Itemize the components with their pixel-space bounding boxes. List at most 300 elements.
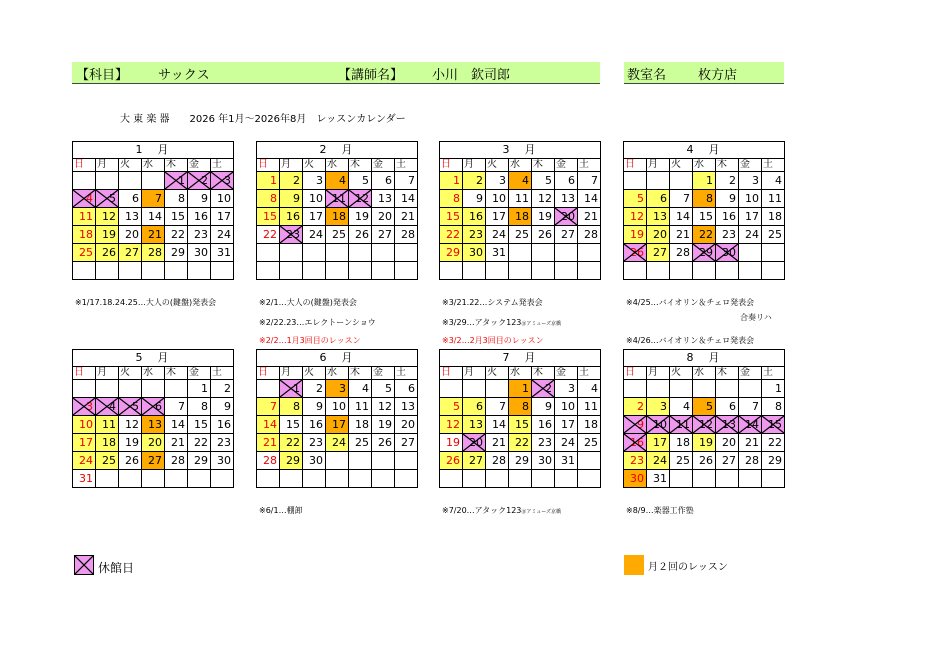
lesson-day-cell — [96, 434, 119, 452]
day-cell — [555, 452, 578, 470]
day-number: 18 — [676, 436, 690, 449]
weekday-header: 月 — [647, 159, 670, 172]
day-number — [323, 472, 325, 485]
day-number: 10 — [309, 192, 323, 205]
day-number — [460, 264, 462, 277]
day-cell — [211, 452, 234, 470]
day-cell — [372, 190, 395, 208]
weekday-header: 火 — [486, 367, 509, 380]
day-cell — [716, 380, 739, 398]
closed-day-cell — [188, 172, 211, 190]
day-number: 5 — [132, 400, 139, 413]
day-number: 6 — [568, 174, 575, 187]
lesson-day-cell — [257, 172, 280, 190]
month-calendar — [72, 349, 234, 488]
day-number: 26 — [538, 228, 552, 241]
week-row — [257, 262, 418, 280]
week-row — [257, 452, 418, 470]
closed-day-cell — [647, 416, 670, 434]
lesson-day-cell — [463, 452, 486, 470]
day-cell — [73, 470, 96, 488]
day-number — [323, 246, 325, 259]
weekday-header: 土 — [211, 367, 234, 380]
day-number: 23 — [630, 454, 644, 467]
day-cell — [349, 380, 372, 398]
day-number: 24 — [79, 454, 93, 467]
day-number: 25 — [768, 228, 782, 241]
day-number: 22 — [263, 228, 277, 241]
day-number: 11 — [332, 192, 346, 205]
day-number — [690, 174, 692, 187]
closed-day-cell — [119, 398, 142, 416]
day-number — [208, 264, 210, 277]
day-number: 3 — [568, 382, 575, 395]
closed-day-cell — [762, 416, 785, 434]
day-number — [346, 246, 348, 259]
cross-icon — [716, 416, 738, 433]
day-cell — [372, 470, 395, 488]
day-number: 22 — [768, 436, 782, 449]
day-number: 17 — [332, 418, 346, 431]
day-number: 17 — [492, 210, 506, 223]
weekday-header: 水 — [326, 159, 349, 172]
day-cell — [624, 380, 647, 398]
day-number: 12 — [630, 210, 644, 223]
cross-icon — [211, 172, 233, 189]
day-cell — [509, 452, 532, 470]
day-cell — [211, 398, 234, 416]
day-number: 15 — [446, 210, 460, 223]
day-cell — [693, 470, 716, 488]
day-cell — [188, 470, 211, 488]
lesson-day-cell — [440, 226, 463, 244]
day-number: 25 — [79, 246, 93, 259]
day-cell — [739, 470, 762, 488]
day-number — [667, 264, 669, 277]
day-number: 8 — [270, 192, 277, 205]
teacher-value: 小川 欽司郎 — [432, 68, 511, 83]
day-cell — [257, 244, 280, 262]
day-number: 28 — [171, 454, 185, 467]
lesson-day-cell — [463, 398, 486, 416]
day-number — [690, 472, 692, 485]
week-row — [624, 380, 785, 398]
lesson-day-cell — [96, 416, 119, 434]
day-number — [392, 454, 394, 467]
day-number: 22 — [446, 228, 460, 241]
day-cell — [716, 470, 739, 488]
lesson-day-cell — [647, 226, 670, 244]
day-number: 5 — [109, 192, 116, 205]
day-cell — [73, 262, 96, 280]
day-cell — [532, 172, 555, 190]
day-number: 13 — [125, 210, 139, 223]
day-number — [644, 264, 646, 277]
week-row — [624, 416, 785, 434]
day-number — [529, 246, 531, 259]
week-row — [440, 172, 601, 190]
day-number: 15 — [699, 210, 713, 223]
day-number — [93, 382, 95, 395]
day-number: 18 — [355, 418, 369, 431]
lesson-day-cell — [693, 172, 716, 190]
weekday-header: 月 — [96, 367, 119, 380]
day-number: 30 — [217, 454, 231, 467]
day-cell — [119, 226, 142, 244]
lesson-day-cell — [647, 398, 670, 416]
day-number — [139, 472, 141, 485]
day-number — [598, 454, 600, 467]
day-number — [483, 382, 485, 395]
day-cell — [395, 262, 418, 280]
day-cell — [578, 172, 601, 190]
cross-icon — [119, 398, 141, 415]
day-number: 30 — [469, 246, 483, 259]
day-number: 23 — [469, 228, 483, 241]
day-cell — [303, 380, 326, 398]
day-number: 22 — [171, 228, 185, 241]
day-number: 3 — [339, 382, 346, 395]
day-number: 13 — [378, 192, 392, 205]
lesson-day-cell — [624, 398, 647, 416]
day-cell — [532, 226, 555, 244]
weekday-header: 土 — [211, 159, 234, 172]
lesson-day-cell — [257, 416, 280, 434]
day-number: 2 — [293, 174, 300, 187]
weekday-header: 日 — [257, 159, 280, 172]
day-number — [185, 382, 187, 395]
day-number — [369, 246, 371, 259]
day-cell — [486, 380, 509, 398]
closed-day-cell — [211, 172, 234, 190]
weekday-header: 火 — [119, 367, 142, 380]
day-number: 7 — [752, 400, 759, 413]
lesson-day-cell — [119, 244, 142, 262]
day-number — [713, 472, 715, 485]
lesson-day-cell — [463, 208, 486, 226]
day-number: 8 — [522, 400, 529, 413]
lesson-day-cell — [142, 190, 165, 208]
day-number — [460, 382, 462, 395]
day-cell — [532, 190, 555, 208]
day-cell — [372, 244, 395, 262]
day-cell — [670, 470, 693, 488]
day-cell — [486, 226, 509, 244]
day-number: 9 — [729, 192, 736, 205]
lesson-day-cell — [257, 434, 280, 452]
day-cell — [303, 226, 326, 244]
day-number — [690, 264, 692, 277]
day-number: 26 — [378, 436, 392, 449]
note-mar-2 — [442, 317, 561, 328]
lesson-day-cell — [142, 452, 165, 470]
day-cell — [716, 262, 739, 280]
day-cell — [372, 172, 395, 190]
day-number: 9 — [293, 192, 300, 205]
day-number: 21 — [148, 228, 162, 241]
day-cell — [670, 208, 693, 226]
day-number: 14 — [171, 418, 185, 431]
day-number — [162, 382, 164, 395]
note-mar-2-main: ※3/29…アタック123 — [442, 318, 522, 327]
day-number: 24 — [745, 228, 759, 241]
day-cell — [188, 416, 211, 434]
day-number — [759, 264, 761, 277]
day-cell — [165, 208, 188, 226]
week-row — [440, 262, 601, 280]
week-row — [624, 398, 785, 416]
day-number: 29 — [286, 454, 300, 467]
weekday-header: 水 — [693, 367, 716, 380]
day-number — [713, 264, 715, 277]
day-number: 6 — [408, 382, 415, 395]
week-row — [624, 470, 785, 488]
day-cell — [188, 226, 211, 244]
day-number — [116, 264, 118, 277]
day-number: 15 — [171, 210, 185, 223]
week-row — [257, 416, 418, 434]
day-number: 12 — [125, 418, 139, 431]
day-number: 15 — [194, 418, 208, 431]
day-number — [277, 472, 279, 485]
day-number — [116, 382, 118, 395]
day-cell — [440, 470, 463, 488]
weekday-header: 木 — [716, 367, 739, 380]
day-number: 17 — [653, 436, 667, 449]
weekday-header: 日 — [440, 159, 463, 172]
day-number: 10 — [653, 418, 667, 431]
day-cell — [372, 434, 395, 452]
page-subtitle: 大 東 楽 器 2026 年1月～2026年8月 レッスンカレンダー — [120, 114, 406, 125]
day-number — [667, 382, 669, 395]
lesson-day-cell — [440, 172, 463, 190]
day-number: 29 — [171, 246, 185, 259]
week-row — [624, 172, 785, 190]
day-number — [598, 264, 600, 277]
day-cell — [96, 172, 119, 190]
weekday-header: 木 — [532, 367, 555, 380]
day-number: 4 — [362, 382, 369, 395]
day-number: 24 — [653, 454, 667, 467]
header-bar-left — [72, 62, 600, 84]
day-cell — [440, 380, 463, 398]
day-cell — [326, 244, 349, 262]
day-cell — [716, 398, 739, 416]
lesson-day-cell — [509, 208, 532, 226]
week-row — [73, 208, 234, 226]
weekday-header: 火 — [303, 367, 326, 380]
weekday-header: 金 — [739, 367, 762, 380]
day-number — [759, 246, 761, 259]
day-cell — [119, 470, 142, 488]
closed-day-cell — [624, 416, 647, 434]
day-cell — [188, 452, 211, 470]
day-number: 20 — [378, 210, 392, 223]
week-row — [257, 226, 418, 244]
day-number — [369, 264, 371, 277]
week-row — [440, 452, 601, 470]
week-row — [624, 226, 785, 244]
day-cell — [578, 262, 601, 280]
day-number: 4 — [339, 174, 346, 187]
day-number: 31 — [561, 454, 575, 467]
day-number — [575, 246, 577, 259]
day-number: 10 — [561, 400, 575, 413]
day-number: 5 — [637, 192, 644, 205]
day-number — [506, 382, 508, 395]
lesson-day-cell — [73, 208, 96, 226]
note-apr-1: ※4/25…バイオリン＆チェロ発表会 — [626, 298, 755, 307]
day-number — [346, 454, 348, 467]
day-number: 12 — [699, 418, 713, 431]
teacher-label: 【講師名】 — [338, 68, 404, 83]
weekday-header: 日 — [73, 159, 96, 172]
weekday-header: 木 — [349, 367, 372, 380]
day-number: 5 — [453, 400, 460, 413]
day-cell — [555, 244, 578, 262]
day-cell — [716, 208, 739, 226]
day-number: 3 — [752, 174, 759, 187]
day-number: 9 — [545, 400, 552, 413]
note-feb-2: ※2/22.23…エレクトーンショウ — [259, 318, 376, 327]
weekday-header: 金 — [555, 367, 578, 380]
month-title: 4 月 — [624, 142, 785, 159]
closed-day-cell — [96, 398, 119, 416]
day-cell — [555, 470, 578, 488]
day-number: 27 — [561, 228, 575, 241]
day-number: 28 — [492, 454, 506, 467]
day-number: 9 — [476, 192, 483, 205]
day-number: 17 — [561, 418, 575, 431]
lesson-day-cell — [280, 190, 303, 208]
week-row — [73, 452, 234, 470]
day-cell — [211, 208, 234, 226]
day-cell — [670, 226, 693, 244]
day-cell — [463, 262, 486, 280]
day-number — [392, 264, 394, 277]
day-number: 3 — [660, 400, 667, 413]
week-row — [440, 244, 601, 262]
weekday-header: 水 — [693, 159, 716, 172]
month-title: 2 月 — [257, 142, 418, 159]
day-number — [116, 174, 118, 187]
day-cell — [188, 398, 211, 416]
lesson-day-cell — [96, 226, 119, 244]
day-number — [736, 472, 738, 485]
day-number: 8 — [178, 192, 185, 205]
day-number: 21 — [401, 210, 415, 223]
cross-icon — [739, 416, 761, 433]
day-number: 23 — [217, 436, 231, 449]
day-number: 6 — [385, 174, 392, 187]
lesson-day-cell — [693, 190, 716, 208]
lesson-day-cell — [647, 434, 670, 452]
month-title: 8 月 — [624, 350, 785, 367]
month-title: 6 月 — [257, 350, 418, 367]
day-number: 10 — [79, 418, 93, 431]
day-number: 11 — [768, 192, 782, 205]
day-number: 3 — [224, 174, 231, 187]
day-cell — [303, 190, 326, 208]
day-cell — [257, 226, 280, 244]
day-cell — [693, 380, 716, 398]
day-cell — [555, 398, 578, 416]
day-cell — [372, 416, 395, 434]
lesson-day-cell — [647, 208, 670, 226]
closed-day-cell — [693, 244, 716, 262]
day-cell — [73, 380, 96, 398]
day-number — [162, 264, 164, 277]
day-number: 7 — [270, 400, 277, 413]
day-cell — [670, 244, 693, 262]
closed-day-cell — [280, 226, 303, 244]
day-cell — [142, 172, 165, 190]
day-number: 19 — [378, 418, 392, 431]
weekday-header: 火 — [486, 159, 509, 172]
day-cell — [739, 452, 762, 470]
weekday-header: 月 — [280, 159, 303, 172]
day-cell — [119, 190, 142, 208]
day-number: 13 — [561, 192, 575, 205]
day-cell — [693, 452, 716, 470]
week-row — [73, 416, 234, 434]
day-cell — [463, 380, 486, 398]
day-number — [392, 246, 394, 259]
week-row — [440, 190, 601, 208]
week-row — [624, 434, 785, 452]
day-cell — [280, 416, 303, 434]
cross-icon — [624, 416, 646, 433]
day-number: 20 — [561, 210, 575, 223]
day-number: 11 — [355, 400, 369, 413]
lesson-day-cell — [257, 190, 280, 208]
day-number: 22 — [286, 436, 300, 449]
weekday-header: 金 — [739, 159, 762, 172]
day-number: 28 — [401, 228, 415, 241]
day-number — [506, 264, 508, 277]
day-cell — [578, 244, 601, 262]
day-number: 8 — [453, 192, 460, 205]
day-number: 18 — [102, 436, 116, 449]
week-row — [73, 226, 234, 244]
day-cell — [555, 380, 578, 398]
day-number: 12 — [378, 400, 392, 413]
lesson-day-cell — [647, 452, 670, 470]
day-number: 17 — [745, 210, 759, 223]
weekday-header: 火 — [119, 159, 142, 172]
lesson-day-cell — [96, 244, 119, 262]
day-cell — [326, 398, 349, 416]
day-cell — [532, 434, 555, 452]
cross-icon — [349, 190, 371, 207]
day-number — [300, 246, 302, 259]
lesson-day-cell — [142, 416, 165, 434]
week-row — [257, 244, 418, 262]
day-cell — [486, 208, 509, 226]
weekday-header: 木 — [716, 159, 739, 172]
day-number — [300, 472, 302, 485]
weekday-header: 金 — [555, 159, 578, 172]
cross-icon — [96, 190, 118, 207]
day-cell — [555, 262, 578, 280]
lesson-day-cell — [509, 416, 532, 434]
cross-icon — [532, 380, 554, 397]
note-feb-red: ※2/2…1月3回目のレッスン — [259, 336, 361, 345]
day-number: 21 — [263, 436, 277, 449]
day-cell — [119, 380, 142, 398]
lesson-day-cell — [73, 434, 96, 452]
day-number: 3 — [316, 174, 323, 187]
